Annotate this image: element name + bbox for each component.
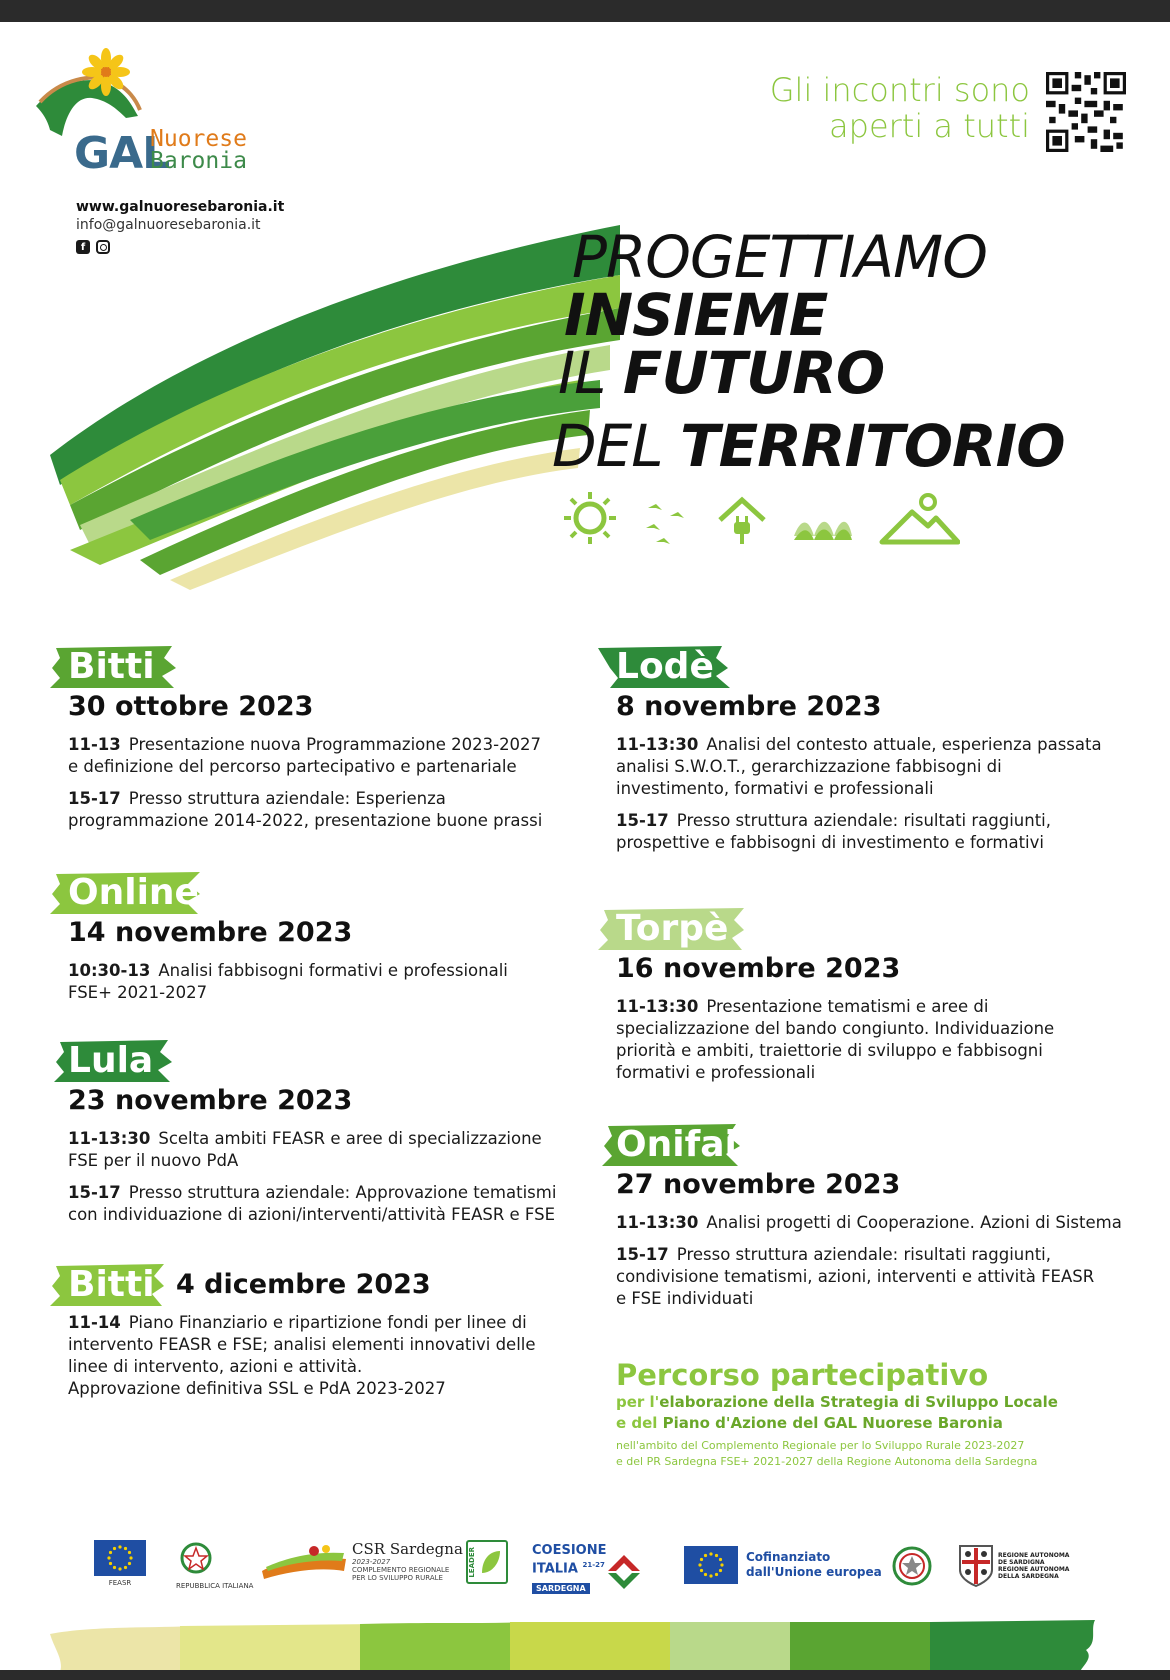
place-name: Bitti [68, 646, 155, 687]
title-line-1: PROGETTIAMO [572, 223, 987, 291]
session-text: Presentazione tematismi e aree di [706, 997, 989, 1016]
theme-icons [562, 490, 960, 546]
session-text: Analisi fabbisogni formativi e professionali [158, 961, 508, 980]
percorso-text: Piano d'Azione del GAL Nuorese Baronia [662, 1414, 1003, 1432]
session-text: Presso struttura aziendale: Esperienza [128, 789, 446, 808]
event-date: 30 ottobre 2023 [68, 691, 314, 722]
leader-label: LEADER [468, 1546, 476, 1578]
session [68, 1312, 610, 1400]
repubblica-label: REPUBBLICA ITALIANA [176, 1582, 254, 1590]
gal-logo [36, 44, 276, 184]
percorso-note-line: e del PR Sardegna FSE+ 2021-2027 della Regione Autonoma della Sardegna [616, 1455, 1038, 1468]
place-tag [598, 646, 732, 688]
csr-sub-1: COMPLEMENTO REGIONALE [352, 1566, 450, 1574]
email-link[interactable]: info@galnuoresebaronia.it [76, 217, 261, 233]
session-text: FSE+ 2021-2027 [68, 983, 208, 1002]
place-tag [50, 646, 178, 688]
session-text: condivisione tematismi, azioni, interventi e attività FEASR [616, 1267, 1095, 1286]
session-time: 15-17 [68, 1183, 121, 1202]
open-line-1: Gli incontri sono [769, 71, 1030, 109]
unione-europea-label: dall'Unione europea [746, 1565, 882, 1579]
session [68, 734, 610, 778]
session-time: 10:30-13 [68, 961, 151, 980]
coesione-arrows-icon [606, 1551, 642, 1589]
emblem-logo [890, 1544, 934, 1592]
event-date: 23 novembre 2023 [68, 1085, 353, 1116]
event-online [50, 872, 610, 1004]
place-tag [50, 872, 202, 914]
italian-emblem-icon [890, 1544, 934, 1588]
coesione-italia-line [532, 1558, 606, 1576]
session-text: prospettive e fabbisogni di investimento e formativi [616, 833, 1044, 852]
title-line-3 [558, 339, 1065, 417]
title-line-2: INSIEME [564, 281, 828, 349]
csr-brush-icon [260, 1541, 350, 1581]
open-line-2: aperti a tutti [829, 107, 1030, 145]
event-onifai [598, 1124, 1158, 1310]
repubblica-logo [176, 1540, 253, 1591]
percorso-text: elaborazione della Strategia di Sviluppo Locale [659, 1393, 1058, 1411]
open-to-all-text [770, 72, 1030, 144]
title-line-3-thin: IL [558, 339, 623, 407]
place-tag [50, 1264, 166, 1306]
coesione-italia-logo [532, 1544, 642, 1595]
website-link[interactable]: www.galnuoresebaronia.it [76, 199, 285, 215]
event-bitti-4-dicembre [50, 1264, 610, 1400]
session-text: Approvazione definitiva SSL e PdA 2023-2027 [68, 1379, 446, 1398]
leaf-icon [478, 1547, 502, 1577]
qr-code-icon[interactable] [1046, 72, 1126, 152]
percorso-partecipativo [616, 1358, 1058, 1470]
logo-gal-text: GAL [74, 128, 170, 179]
ras-line-3: REGIONE AUTONOMA [998, 1566, 1070, 1573]
event-bitti-30-ottobre [50, 646, 610, 832]
percorso-text: e del [616, 1414, 663, 1432]
place-name: Bitti [68, 1264, 155, 1305]
percorso-note-line: nell'ambito del Complemento Regionale per lo Sviluppo Rurale 2023-2027 [616, 1439, 1025, 1452]
event-date: 14 novembre 2023 [68, 917, 353, 948]
funder-logos [90, 1540, 1090, 1600]
session-text: linee di intervento, azioni e attività. [68, 1357, 363, 1376]
title-line-4-bold: TERRITORIO [680, 412, 1065, 480]
event-lula [50, 1040, 610, 1226]
session-text: con individuazione di azioni/interventi/attività FEASR e FSE [68, 1205, 556, 1224]
sardinia-shield-icon [958, 1544, 994, 1588]
place-tag [50, 1040, 174, 1082]
cofinanziato-label: Cofinanziato [746, 1550, 831, 1564]
logo-baronia-text: Baronia [150, 148, 247, 174]
place-tag [598, 908, 746, 950]
session [68, 788, 610, 832]
eu-flag-icon [684, 1546, 738, 1584]
session-time: 11-14 [68, 1313, 121, 1332]
percorso-text: per l' [616, 1393, 660, 1411]
percorso-subtitle-2 [616, 1413, 1058, 1434]
title-line-4-thin: DEL [552, 412, 681, 480]
session [68, 960, 610, 1004]
session-time: 11-13:30 [616, 997, 699, 1016]
session-text: Piano Finanziario e ripartizione fondi per linee di [128, 1313, 527, 1332]
leader-logo [466, 1540, 508, 1584]
session-time: 11-13:30 [68, 1129, 151, 1148]
mountain-icon [878, 492, 960, 546]
event-date: 16 novembre 2023 [616, 953, 901, 984]
session-text: Analisi progetti di Cooperazione. Azioni di Sistema [706, 1213, 1122, 1232]
session-text: programmazione 2014-2022, presentazione buone prassi [68, 811, 543, 830]
session-text: intervento FEASR e FSE; analisi elementi innovativi delle [68, 1335, 536, 1354]
session-text: FSE per il nuovo PdA [68, 1151, 239, 1170]
coesione-label: COESIONE [532, 1543, 607, 1558]
session-text: Presso struttura aziendale: risultati raggiunti, [676, 811, 1052, 830]
percorso-note [616, 1438, 1058, 1470]
session-text: priorità e ambiti, traiettorie di sviluppo e fabbisogni [616, 1041, 1043, 1060]
csr-sub-2: PER LO SVILUPPO RURALE [352, 1574, 443, 1582]
title-line-4 [552, 412, 1065, 490]
coesione-sardegna-band: SARDEGNA [532, 1583, 590, 1594]
session-text: Analisi del contesto attuale, esperienza passata [706, 735, 1102, 754]
percorso-title: Percorso partecipativo [616, 1358, 989, 1392]
session-text: formativi e professionali [616, 1063, 816, 1082]
feasr-label: FEASR [108, 1579, 132, 1587]
logo-nuorese-text: Nuorese [150, 126, 247, 152]
place-name: Lodè [616, 646, 714, 687]
bottom-bar [0, 1670, 1170, 1680]
csr-title: CSR Sardegna [352, 1540, 463, 1558]
session-text: analisi S.W.O.T., gerarchizzazione fabbisogni di [616, 757, 1002, 776]
event-date: 8 novembre 2023 [616, 691, 882, 722]
place-name: Online [68, 872, 199, 913]
session-text: specializzazione del bando congiunto. Individuazione [616, 1019, 1055, 1038]
main-title [552, 223, 1065, 490]
sun-icon [562, 490, 618, 546]
session-time: 11-13:30 [616, 735, 699, 754]
title-line-3-bold: FUTURO [622, 339, 885, 407]
place-name: Onifai [616, 1124, 737, 1165]
session-text: investimento, formativi e professionali [616, 779, 934, 798]
session [68, 1128, 610, 1172]
session-text: Presentazione nuova Programmazione 2023-2027 [128, 735, 542, 754]
feasr-logo [94, 1540, 146, 1588]
event-date: 27 novembre 2023 [616, 1169, 901, 1200]
waves-icon [792, 506, 854, 546]
session [68, 1182, 610, 1226]
session-time: 11-13:30 [616, 1213, 699, 1232]
ras-line-2: DE SARDIGNA [998, 1559, 1045, 1566]
csr-sardegna-logo [260, 1540, 463, 1582]
coesione-italia-text: ITALIA [532, 1561, 578, 1577]
footer-brush-decoration [50, 1620, 1100, 1672]
house-plug-icon [716, 496, 768, 546]
event-date: 4 dicembre 2023 [176, 1269, 431, 1300]
top-bar [0, 0, 1170, 22]
regione-sardegna-logo [958, 1544, 1069, 1588]
ras-line-1: REGIONE AUTONOMA [998, 1552, 1070, 1559]
event-torpe [598, 908, 1158, 1084]
cofinanziato-ue-logo [684, 1546, 882, 1584]
coesione-years: 21-27 [582, 1561, 605, 1569]
italian-emblem-icon [176, 1540, 216, 1578]
birds-icon [642, 500, 692, 546]
ras-line-4: DELLA SARDEGNA [998, 1573, 1059, 1580]
session-text: Presso struttura aziendale: Approvazione tematismi [128, 1183, 557, 1202]
session [616, 734, 1158, 800]
place-name: Lula [68, 1040, 154, 1081]
place-tag [598, 1124, 744, 1166]
csr-years: 2023-2027 [352, 1558, 391, 1566]
session [616, 1212, 1158, 1234]
percorso-subtitle-1 [616, 1392, 1058, 1413]
session [616, 996, 1158, 1084]
session-time: 15-17 [616, 1245, 669, 1264]
facebook-icon[interactable]: f [76, 240, 90, 254]
session [616, 810, 1158, 854]
eu-flag-icon [94, 1540, 146, 1576]
session-text: Scelta ambiti FEASR e aree di specializzazione [158, 1129, 542, 1148]
event-lode [598, 646, 1158, 854]
session-time: 15-17 [68, 789, 121, 808]
session-text: e FSE individuati [616, 1289, 754, 1308]
session-time: 15-17 [616, 811, 669, 830]
session [616, 1244, 1158, 1310]
session-time: 11-13 [68, 735, 121, 754]
session-text: Presso struttura aziendale: risultati raggiunti, [676, 1245, 1052, 1264]
place-name: Torpè [616, 908, 729, 949]
session-text: e definizione del percorso partecipativo e partenariale [68, 757, 517, 776]
brush-stroke-decoration [40, 220, 620, 590]
